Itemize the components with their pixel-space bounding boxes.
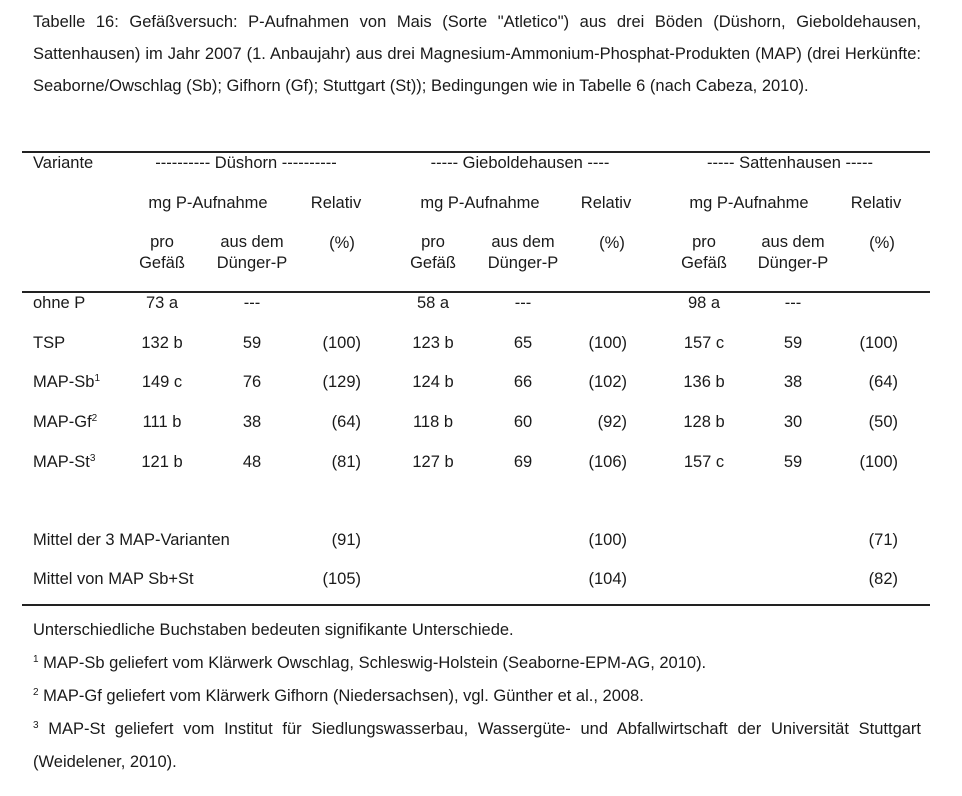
cell-relative-dueshorn: (81) <box>331 453 361 471</box>
table-bottom-rule <box>22 604 930 606</box>
cell-per-pot-dueshorn: 132 b <box>141 334 183 352</box>
footnote-significance: Unterschiedliche Buchstaben bedeuten signifikante Unterschiede. <box>33 621 514 639</box>
cell-relative-dueshorn: (129) <box>322 373 361 391</box>
mean-value-dueshorn: (105) <box>322 570 361 588</box>
cell-from-fert-sattenhausen: 59 <box>783 334 803 352</box>
cell-per-pot-sattenhausen: 98 a <box>687 294 721 312</box>
header-relative-sattenhausen: Relativ <box>850 194 902 212</box>
cell-from-fert-gieboldehausen: 66 <box>513 373 533 391</box>
header-from-fert-sattenhausen: aus dem Dünger-P <box>757 233 829 272</box>
row-variant-label: TSP <box>33 334 66 352</box>
header-per-pot-dueshorn: pro Gefäß <box>139 233 185 272</box>
cell-per-pot-gieboldehausen: 127 b <box>412 453 454 471</box>
header-relative-dueshorn: Relativ <box>310 194 362 212</box>
cell-per-pot-gieboldehausen: 123 b <box>412 334 454 352</box>
header-per-pot-gieboldehausen: pro Gefäß <box>410 233 456 272</box>
cell-relative-dueshorn: (100) <box>322 334 361 352</box>
cell-per-pot-sattenhausen: 157 c <box>683 334 725 352</box>
header-soil-dueshorn: ---------- Düshorn ---------- <box>155 154 337 172</box>
cell-per-pot-gieboldehausen: 58 a <box>416 294 450 312</box>
cell-relative-dueshorn: (64) <box>331 413 361 431</box>
cell-per-pot-dueshorn: 111 b <box>142 413 182 431</box>
cell-from-fert-sattenhausen: --- <box>784 294 802 312</box>
cell-from-fert-sattenhausen: 38 <box>783 373 803 391</box>
cell-per-pot-sattenhausen: 157 c <box>683 453 725 471</box>
cell-from-fert-dueshorn: 76 <box>242 373 262 391</box>
header-from-fert-gieboldehausen: aus dem Dünger-P <box>487 233 559 272</box>
cell-relative-gieboldehausen: (92) <box>597 413 627 431</box>
footnote-1: $^1$ MAP-Sb geliefert vom Klärwerk Owschlag, Schleswig-Holstein (Seaborne-EPM-AG, 2010). <box>33 654 707 672</box>
row-variant-label: ohne P <box>33 294 86 312</box>
cell-from-fert-dueshorn: 59 <box>242 334 262 352</box>
cell-from-fert-dueshorn: --- <box>243 294 261 312</box>
cell-from-fert-sattenhausen: 59 <box>783 453 803 471</box>
header-soil-gieboldehausen: ----- Gieboldehausen ---- <box>430 154 610 172</box>
cell-from-fert-sattenhausen: 30 <box>783 413 803 431</box>
mean-value-gieboldehausen: (100) <box>588 531 627 549</box>
cell-from-fert-dueshorn: 38 <box>242 413 262 431</box>
mean-row-label: Mittel der 3 MAP-Varianten <box>33 531 230 549</box>
footnotes <box>33 614 921 779</box>
footnote-3: $^3$ MAP-St geliefert vom Institut für Siedlungswasserbau, Wassergüte- und Abfallwirtschaft der Universität Stuttgart (Weidelener, 2010). <box>33 720 921 771</box>
header-per-pot-sattenhausen: pro Gefäß <box>681 233 727 272</box>
header-from-fert-dueshorn: aus dem Dünger-P <box>216 233 288 272</box>
cell-relative-sattenhausen: (64) <box>868 373 898 391</box>
cell-from-fert-gieboldehausen: 65 <box>513 334 533 352</box>
mean-value-dueshorn: (91) <box>331 531 361 549</box>
row-variant-label: MAP-St$^3$ <box>33 453 96 471</box>
header-variant: Variante <box>33 154 94 172</box>
cell-per-pot-sattenhausen: 136 b <box>683 373 725 391</box>
header-percent-gieboldehausen: (%) <box>599 234 625 252</box>
header-percent-dueshorn: (%) <box>329 234 355 252</box>
cell-per-pot-gieboldehausen: 118 b <box>412 413 454 431</box>
cell-from-fert-gieboldehausen: 69 <box>513 453 533 471</box>
cell-relative-sattenhausen: (100) <box>859 453 898 471</box>
row-variant-label: MAP-Gf$^2$ <box>33 413 98 431</box>
cell-from-fert-gieboldehausen: 60 <box>513 413 533 431</box>
cell-from-fert-dueshorn: 48 <box>242 453 262 471</box>
cell-per-pot-dueshorn: 73 a <box>145 294 179 312</box>
cell-from-fert-gieboldehausen: --- <box>514 294 532 312</box>
cell-relative-gieboldehausen: (100) <box>588 334 627 352</box>
cell-relative-gieboldehausen: (106) <box>588 453 627 471</box>
cell-relative-sattenhausen: (100) <box>859 334 898 352</box>
table-caption: Tabelle 16: Gefäßversuch: P-Aufnahmen von Mais (Sorte "Atletico") aus drei Böden (Düshorn, Gieboldehausen, Sattenhausen) im Jahr 2007 (1. Anbaujahr) aus drei Magnesium-Ammonium-Phosphat-Produkten (MAP) (drei Herkünfte: Seaborne/Owschlag (Sb); Gifhorn (Gf); Stuttgart (St)); Bedingungen wie in Tabelle 6 (nach Cabeza, 2010). <box>33 13 921 95</box>
header-uptake-dueshorn: mg P-Aufnahme <box>148 194 268 212</box>
cell-per-pot-sattenhausen: 128 b <box>683 413 725 431</box>
cell-per-pot-gieboldehausen: 124 b <box>412 373 454 391</box>
row-variant-label: MAP-Sb$^1$ <box>33 373 100 391</box>
header-percent-sattenhausen: (%) <box>869 234 895 252</box>
mean-value-gieboldehausen: (104) <box>588 570 627 588</box>
cell-per-pot-dueshorn: 149 c <box>141 373 183 391</box>
header-uptake-sattenhausen: mg P-Aufnahme <box>689 194 809 212</box>
header-soil-sattenhausen: ----- Sattenhausen ----- <box>707 154 873 172</box>
footnote-2: $^2$ MAP-Gf geliefert vom Klärwerk Gifhorn (Niedersachsen), vgl. Günther et al., 2008. <box>33 687 644 705</box>
mean-value-sattenhausen: (71) <box>868 531 898 549</box>
mean-value-sattenhausen: (82) <box>868 570 898 588</box>
header-uptake-gieboldehausen: mg P-Aufnahme <box>420 194 540 212</box>
cell-relative-sattenhausen: (50) <box>868 413 898 431</box>
cell-relative-gieboldehausen: (102) <box>588 373 627 391</box>
mean-row-label: Mittel von MAP Sb+St <box>33 570 194 588</box>
header-relative-gieboldehausen: Relativ <box>580 194 632 212</box>
cell-per-pot-dueshorn: 121 b <box>141 453 183 471</box>
